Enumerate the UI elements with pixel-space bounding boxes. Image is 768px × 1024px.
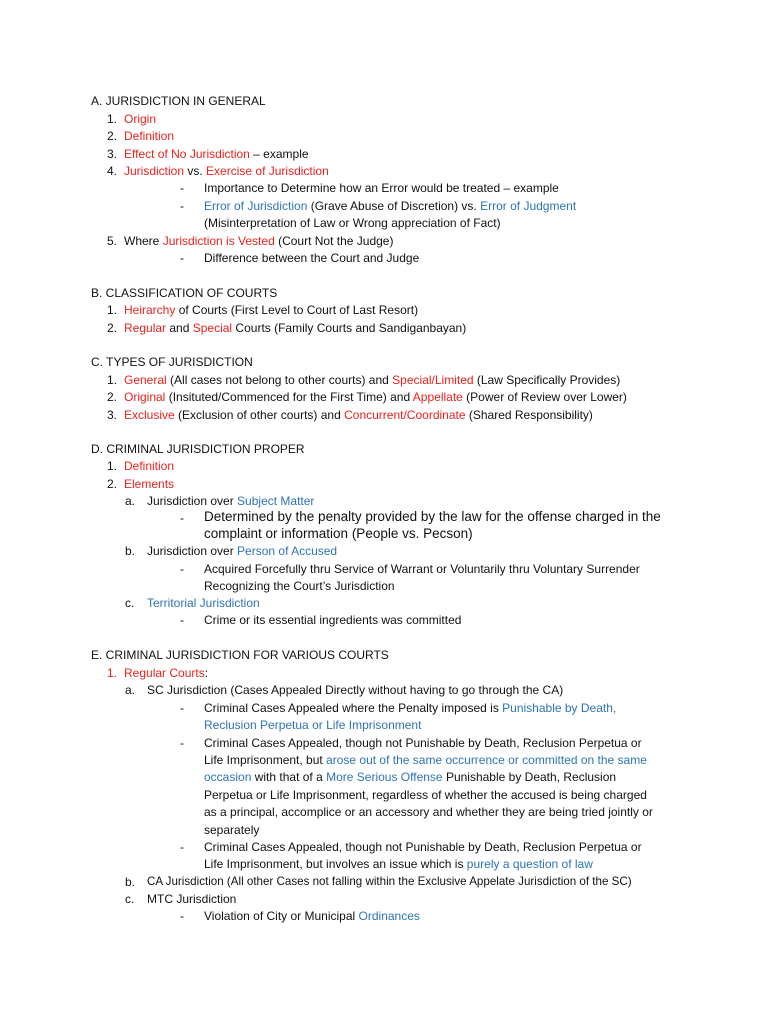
- item-text: vs.: [184, 164, 207, 178]
- list-number: 1.: [107, 373, 118, 387]
- item-text: Violation of City or Municipal: [204, 909, 359, 923]
- list-number: 2.: [107, 477, 118, 491]
- bullet-dash: -: [180, 511, 184, 525]
- bullet-same-occurrence-line3: [204, 769, 616, 785]
- bullet-importance: Importance to Determine how an Error would be treated – example: [204, 181, 559, 195]
- blue-text: arose out of the same occurrence or committed on the same: [326, 753, 647, 767]
- item-text: of Courts (First Level to Court of Last Resort): [175, 303, 419, 317]
- list-letter: b.: [125, 875, 136, 889]
- list-number: 4.: [107, 164, 118, 178]
- list-item-elements: [124, 476, 174, 492]
- bullet-acquired-line2: Recognizing the Court’s Jurisdiction: [204, 579, 395, 593]
- bullet-dash: -: [180, 701, 184, 715]
- item-text: with that of a: [251, 770, 327, 784]
- red-text: Definition: [124, 129, 175, 143]
- list-item-definition: [124, 458, 174, 474]
- item-text: Courts (Family Courts and Sandiganbayan): [232, 321, 467, 335]
- bullet-penalty-line2: complaint or information (People vs. Pecson): [204, 526, 473, 541]
- red-text: Effect of No Jurisdiction: [124, 147, 250, 161]
- red-text: Origin: [124, 112, 157, 126]
- item-text: Life Imprisonment, but: [204, 753, 327, 767]
- bullet-death-penalty-line1: [204, 700, 616, 716]
- item-text: Jurisdiction over: [147, 494, 238, 508]
- item-text: Punishable by Death, Reclusion: [442, 770, 617, 784]
- red-text: Jurisdiction is Vested: [162, 234, 275, 248]
- item-text: (Power of Review over Lower): [462, 390, 627, 404]
- blue-text: Person of Accused: [237, 544, 338, 558]
- bullet-dash: -: [180, 840, 184, 854]
- blue-text: More Serious Offense: [326, 770, 443, 784]
- bullet-dash: -: [180, 736, 184, 750]
- red-text: Regular Courts: [124, 666, 205, 680]
- section-a-heading: A. JURISDICTION IN GENERAL: [91, 94, 266, 108]
- item-text: (Insituted/Commenced for the First Time) and: [165, 390, 413, 404]
- bullet-dash: -: [180, 199, 184, 213]
- red-text: Heirarchy: [124, 303, 176, 317]
- bullet-dash: -: [180, 181, 184, 195]
- section-d-heading: D. CRIMINAL JURISDICTION PROPER: [91, 442, 305, 456]
- item-text: Where: [124, 234, 163, 248]
- bullet-same-occurrence-line2: [204, 752, 647, 768]
- list-number: 1.: [107, 112, 118, 126]
- bullet-dash: -: [180, 562, 184, 576]
- bullet-dash: -: [180, 909, 184, 923]
- list-number: 5.: [107, 234, 118, 248]
- red-text: Exclusive: [124, 408, 175, 422]
- list-item-origin: [124, 111, 156, 127]
- list-item-subject-matter: [147, 493, 314, 509]
- section-b-heading: B. CLASSIFICATION OF COURTS: [91, 286, 278, 300]
- red-text: Special/Limited: [392, 373, 474, 387]
- bullet-court-judge: Difference between the Court and Judge: [204, 251, 420, 265]
- list-item-sc-jurisdiction: SC Jurisdiction (Cases Appealed Directly without having to go through the CA): [147, 683, 564, 697]
- list-number: 2.: [107, 321, 118, 335]
- blue-text: occasion: [204, 770, 252, 784]
- red-text: Original: [124, 390, 166, 404]
- list-item-ca-jurisdiction: CA Jurisdiction (All other Cases not falling within the Exclusive Appelate Jurisdiction of the SC): [147, 875, 632, 888]
- red-text: Regular: [124, 321, 167, 335]
- bullet-penalty-line1: Determined by the penalty provided by the law for the offense charged in the: [204, 509, 661, 524]
- item-text: Criminal Cases Appealed where the Penalty imposed is: [204, 701, 503, 715]
- bullet-error-types-cont: (Misinterpretation of Law or Wrong appreciation of Fact): [204, 216, 501, 230]
- item-text: Jurisdiction over: [147, 544, 238, 558]
- list-number: 3.: [107, 408, 118, 422]
- item-text: and: [166, 321, 193, 335]
- list-letter: a.: [125, 683, 136, 697]
- bullet-same-occurrence-line1: Criminal Cases Appealed, though not Punishable by Death, Reclusion Perpetua or: [204, 736, 642, 750]
- blue-text: purely a question of law: [466, 857, 593, 871]
- list-number: 1.: [107, 666, 118, 680]
- item-text: – example: [249, 147, 309, 161]
- list-letter: b.: [125, 544, 136, 558]
- bullet-acquired-line1: Acquired Forcefully thru Service of Warrant or Voluntarily thru Voluntary Surrender: [204, 562, 640, 576]
- item-text: :: [204, 666, 209, 680]
- blue-text: Error of Judgment: [480, 199, 577, 213]
- red-text: General: [124, 373, 167, 387]
- bullet-same-occurrence-line6: separately: [204, 823, 260, 837]
- blue-text: Punishable by Death,: [502, 701, 617, 715]
- list-item-effect: [124, 146, 309, 162]
- section-c-heading: C. TYPES OF JURISDICTION: [91, 355, 253, 369]
- list-item-heirarchy: [124, 302, 418, 318]
- list-item-general-special: [124, 372, 620, 388]
- bullet-question-of-law-line1: Criminal Cases Appealed, though not Punishable by Death, Reclusion Perpetua or: [204, 840, 642, 854]
- bullet-ordinances: [204, 908, 420, 924]
- red-text: Exercise of Jurisdiction: [206, 164, 329, 178]
- list-item-original-appellate: [124, 389, 627, 405]
- list-item-vested: [124, 233, 393, 249]
- list-item-territorial: [147, 595, 260, 611]
- item-text: (Grave Abuse of Discretion) vs.: [307, 199, 481, 213]
- red-text: Appellate: [412, 390, 463, 404]
- list-letter: c.: [125, 892, 135, 906]
- item-text: (All cases not belong to other courts) and: [166, 373, 393, 387]
- red-text: Jurisdiction: [124, 164, 185, 178]
- red-text: Elements: [124, 477, 175, 491]
- list-item-exclusive-concurrent: [124, 407, 593, 423]
- item-text: (Shared Responsibility): [465, 408, 593, 422]
- section-e-heading: E. CRIMINAL JURISDICTION FOR VARIOUS COURTS: [91, 648, 389, 662]
- bullet-question-of-law-line2: [204, 856, 593, 872]
- bullet-error-types: [204, 198, 576, 214]
- list-number: 1.: [107, 303, 118, 317]
- item-text: (Exclusion of other courts) and: [174, 408, 345, 422]
- list-item-regular-courts: [124, 665, 208, 681]
- bullet-dash: -: [180, 613, 184, 627]
- red-text: Concurrent/Coordinate: [344, 408, 466, 422]
- bullet-same-occurrence-line5: as a principal, accomplice or an accessory and whether they are being tried jointly or: [204, 805, 653, 819]
- list-item-mtc-jurisdiction: MTC Jurisdiction: [147, 892, 237, 906]
- bullet-dash: -: [180, 251, 184, 265]
- blue-text: Subject Matter: [237, 494, 315, 508]
- list-number: 2.: [107, 390, 118, 404]
- item-text: (Law Specifically Provides): [473, 373, 621, 387]
- list-item-person-accused: [147, 543, 337, 559]
- list-item-definition: [124, 128, 174, 144]
- bullet-same-occurrence-line4: Perpetua or Life Imprisonment, regardless of whether the accused is being charged: [204, 788, 647, 802]
- blue-text: Ordinances: [358, 909, 420, 923]
- item-text: (Court Not the Judge): [274, 234, 394, 248]
- blue-text: Territorial Jurisdiction: [147, 596, 260, 610]
- red-text: Special: [192, 321, 233, 335]
- blue-text: Error of Jurisdiction: [204, 199, 308, 213]
- bullet-crime-committed: Crime or its essential ingredients was committed: [204, 613, 462, 627]
- list-letter: c.: [125, 596, 135, 610]
- red-text: Definition: [124, 459, 175, 473]
- list-number: 1.: [107, 459, 118, 473]
- list-letter: a.: [125, 494, 136, 508]
- list-item-jurisdiction-vs-exercise: [124, 163, 329, 179]
- list-number: 2.: [107, 129, 118, 143]
- bullet-death-penalty-line2: Reclusion Perpetua or Life Imprisonment: [204, 718, 422, 732]
- list-item-regular-special: [124, 320, 466, 336]
- list-number: 3.: [107, 147, 118, 161]
- item-text: Life Imprisonment, but involves an issue which is: [204, 857, 467, 871]
